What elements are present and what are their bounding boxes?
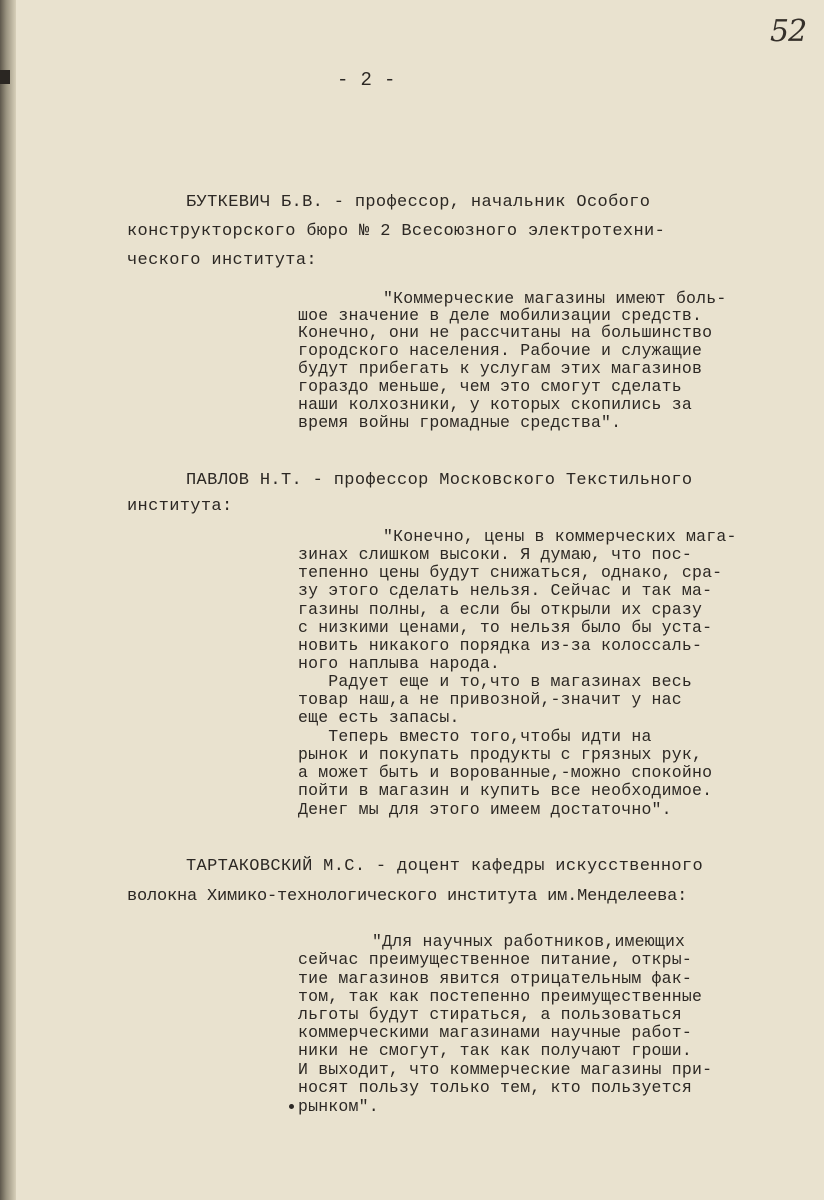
page-binding-edge: [0, 0, 16, 1200]
quote-line: тие магазинов явится отрицательным фак-: [298, 969, 692, 988]
quote-line: тепенно цены будут снижаться, однако, сра-: [298, 563, 723, 582]
entry-heading-line: ПАВЛОВ Н.Т. - профессор Московского Текстильного: [186, 471, 693, 490]
quote-line: ники не смогут, так как получают гроши.: [298, 1041, 692, 1060]
quote-line: сейчас преимущественное питание, откры-: [298, 950, 692, 969]
quote-line: Радует еще и то,что в магазинах весь: [298, 672, 692, 691]
entry-heading-line: конструкторского бюро № 2 Всесоюзного электротехни-: [127, 222, 666, 241]
quote-line: время войны громадные средства".: [298, 413, 622, 432]
quote-line: шое значение в деле мобилизации средств.: [298, 306, 703, 325]
quote-line: зинах слишком высоки. Я думаю, что пос-: [298, 545, 692, 564]
quote-line: наши колхозники, у которых скопились за: [298, 395, 692, 414]
page-header: - 2 -: [337, 69, 396, 91]
quote-line: рынком".: [298, 1097, 379, 1116]
quote-line: "Для научных работников,имеющих: [372, 932, 686, 951]
quote-line: Теперь вместо того,чтобы идти на: [298, 727, 652, 746]
entry-heading-line: ческого института:: [127, 251, 317, 270]
quote-line: городского населения. Рабочие и служащие: [298, 341, 703, 360]
entry-heading-line: БУТКЕВИЧ Б.В. - профессор, начальник Особого: [186, 193, 651, 212]
quote-line: "Коммерческие магазины имеют боль-: [383, 289, 727, 308]
quote-line: пойти в магазин и купить все необходимое.: [298, 781, 713, 800]
quote-line: И выходит, что коммерческие магазины при-: [298, 1060, 713, 1079]
quote-line: новить никакого порядка из-за колоссаль-: [298, 636, 703, 655]
quote-line: носят пользу только тем, кто пользуется: [298, 1078, 692, 1097]
quote-line: товар наш,а не привозной,-значит у нас: [298, 690, 682, 709]
quote-line: том, так как постепенно преимущественные: [298, 987, 703, 1006]
ink-dot: [289, 1104, 294, 1109]
quote-line: будут прибегать к услугам этих магазинов: [298, 359, 703, 378]
handwritten-page-number: 52: [770, 14, 807, 49]
quote-line: льготы будут стираться, а пользоваться: [298, 1005, 682, 1024]
quote-line: ного наплыва народа.: [298, 654, 501, 673]
quote-line: а может быть и ворованные,-можно спокойно: [298, 763, 713, 782]
quote-line: Денег мы для этого имеем достаточно".: [298, 800, 672, 819]
entry-heading-line: института:: [127, 497, 233, 516]
quote-line: коммерческими магазинами научные работ-: [298, 1023, 692, 1042]
entry-heading-line: волокна Химико-технологического института им.Менделеева:: [127, 887, 688, 906]
quote-line: еще есть запасы.: [298, 708, 460, 727]
quote-line: с низкими ценами, то нельзя было бы уста-: [298, 618, 713, 637]
entry-heading-line: ТАРТАКОВСКИЙ М.С. - доцент кафедры искусственного: [186, 857, 704, 876]
quote-line: гораздо меньше, чем это смогут сделать: [298, 377, 682, 396]
quote-line: "Конечно, цены в коммерческих мага-: [383, 527, 737, 546]
quote-line: рынок и покупать продукты с грязных рук,: [298, 745, 703, 764]
quote-line: газины полны, а если бы открыли их сразу: [298, 600, 703, 619]
quote-line: Конечно, они не рассчитаны на большинство: [298, 323, 713, 342]
binding-mark: [0, 70, 10, 84]
quote-line: зу этого сделать нельзя. Сейчас и так ма-: [298, 581, 713, 600]
